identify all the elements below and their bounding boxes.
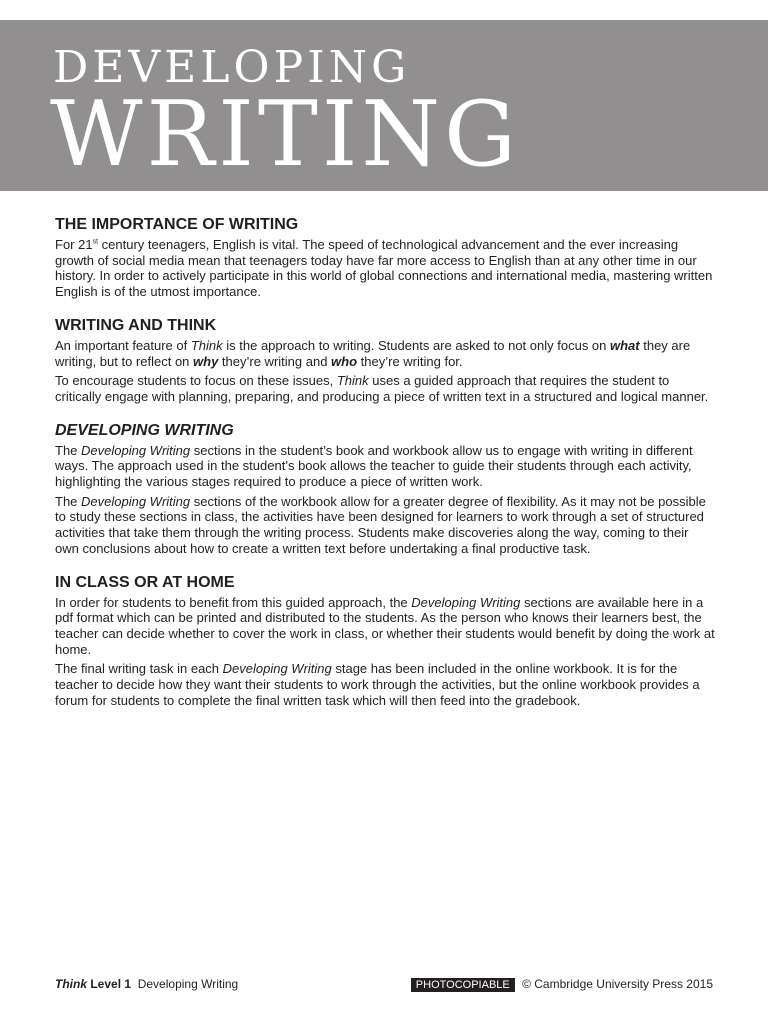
- paragraph: [55, 443, 715, 490]
- text-run: century teenagers, English is vital. The speed of technological advancement and the ever increasing growth of social media mean that teenagers today have far more access to English than at any other time in our history. In order to actively participate in this world of global connections and international media, mastering written English is of the utmost importance.: [55, 237, 713, 300]
- text-run: In order for students to benefit from this guided approach, the: [55, 594, 412, 610]
- page-footer: [55, 977, 713, 993]
- main-content: [55, 215, 715, 724]
- italic-text: Think: [336, 373, 369, 389]
- section-in-class-or-at-home: [55, 573, 715, 709]
- text-run: sections of the workbook allow for a greater degree of flexibility. As it may not be possible to study these sections in class, the activities have been designed for learners to work through a set of structured activities that take them through the writing process. Students make discoveries along the way, coming to their own conclusions about how to create a written text before undertaking a final productive task.: [55, 493, 706, 556]
- paragraph: [55, 338, 715, 369]
- text-run: they are writing, but to reflect on: [55, 337, 691, 369]
- text-run: The: [55, 442, 82, 458]
- paragraph: [55, 661, 715, 708]
- bold-italic-text: who: [331, 353, 358, 369]
- text-run: To encourage students to focus on these issues,: [55, 373, 337, 389]
- banner-title-line1: DEVELOPING: [53, 42, 411, 93]
- paragraph: [55, 237, 715, 300]
- section-importance: [55, 215, 715, 300]
- section-heading: THE IMPORTANCE OF WRITING: [55, 216, 299, 233]
- superscript: st: [92, 238, 99, 246]
- section-developing-writing: [55, 421, 715, 557]
- section-heading: WRITING AND THINK: [55, 316, 217, 334]
- footer-book-info: [55, 977, 238, 991]
- footer-level: Level 1: [90, 977, 132, 991]
- text-run: is the approach to writing. Students are asked to not only focus on: [222, 337, 610, 353]
- text-run: stage has been included in the online workbook. It is for the teacher to decide how they want their students to work through the activities, but the online workbook provides a forum for students to complete the final written task which will then feed into the gradebook.: [55, 661, 700, 708]
- photocopiable-badge: PHOTOCOPIABLE: [411, 978, 515, 992]
- paragraph: [55, 373, 715, 404]
- text-run: An important feature of: [55, 337, 191, 353]
- italic-text: Developing Writing: [411, 594, 521, 610]
- italic-text: Think: [190, 337, 223, 353]
- bold-italic-text: what: [610, 337, 640, 353]
- section-heading: DEVELOPING WRITING: [55, 421, 234, 439]
- paragraph: [55, 595, 715, 658]
- copyright-text: © Cambridge University Press 2015: [522, 977, 713, 991]
- footer-section-title: Developing Writing: [137, 977, 239, 991]
- text-run: they’re writing and: [218, 353, 332, 369]
- footer-book-name: Think: [55, 977, 87, 991]
- text-run: sections in the student’s book and workbook allow us to engage with writing in different ways. The approach used in the student’s book allows the teacher to guide their students through each activity, highlighting the various stages required to produce a piece of written work.: [55, 442, 693, 490]
- italic-text: Developing Writing: [222, 661, 332, 677]
- paragraph: [55, 494, 715, 557]
- title-banner: [0, 20, 768, 191]
- footer-rights: [411, 977, 713, 992]
- text-run: For 21: [55, 237, 93, 252]
- text-run: The final writing task in each: [55, 661, 223, 677]
- text-run: they’re writing for.: [357, 353, 463, 369]
- italic-text: Developing Writing: [81, 493, 191, 509]
- section-writing-and-think: [55, 316, 715, 405]
- italic-text: Developing Writing: [81, 442, 191, 458]
- banner-title-line2: WRITING: [50, 82, 521, 187]
- text-run: sections are available here in a pdf format which can be printed and distributed to the students. As the person who knows their learners best, the teacher can decide whether to cover the work in class, or whether their students would benefit by doing the work at home.: [55, 594, 715, 657]
- text-run: The: [55, 493, 82, 509]
- text-run: uses a guided approach that requires the student to critically engage with planning, preparing, and producing a piece of written text in a structured and logical manner.: [55, 373, 709, 404]
- bold-italic-text: why: [193, 353, 219, 369]
- section-heading: IN CLASS OR AT HOME: [55, 573, 235, 591]
